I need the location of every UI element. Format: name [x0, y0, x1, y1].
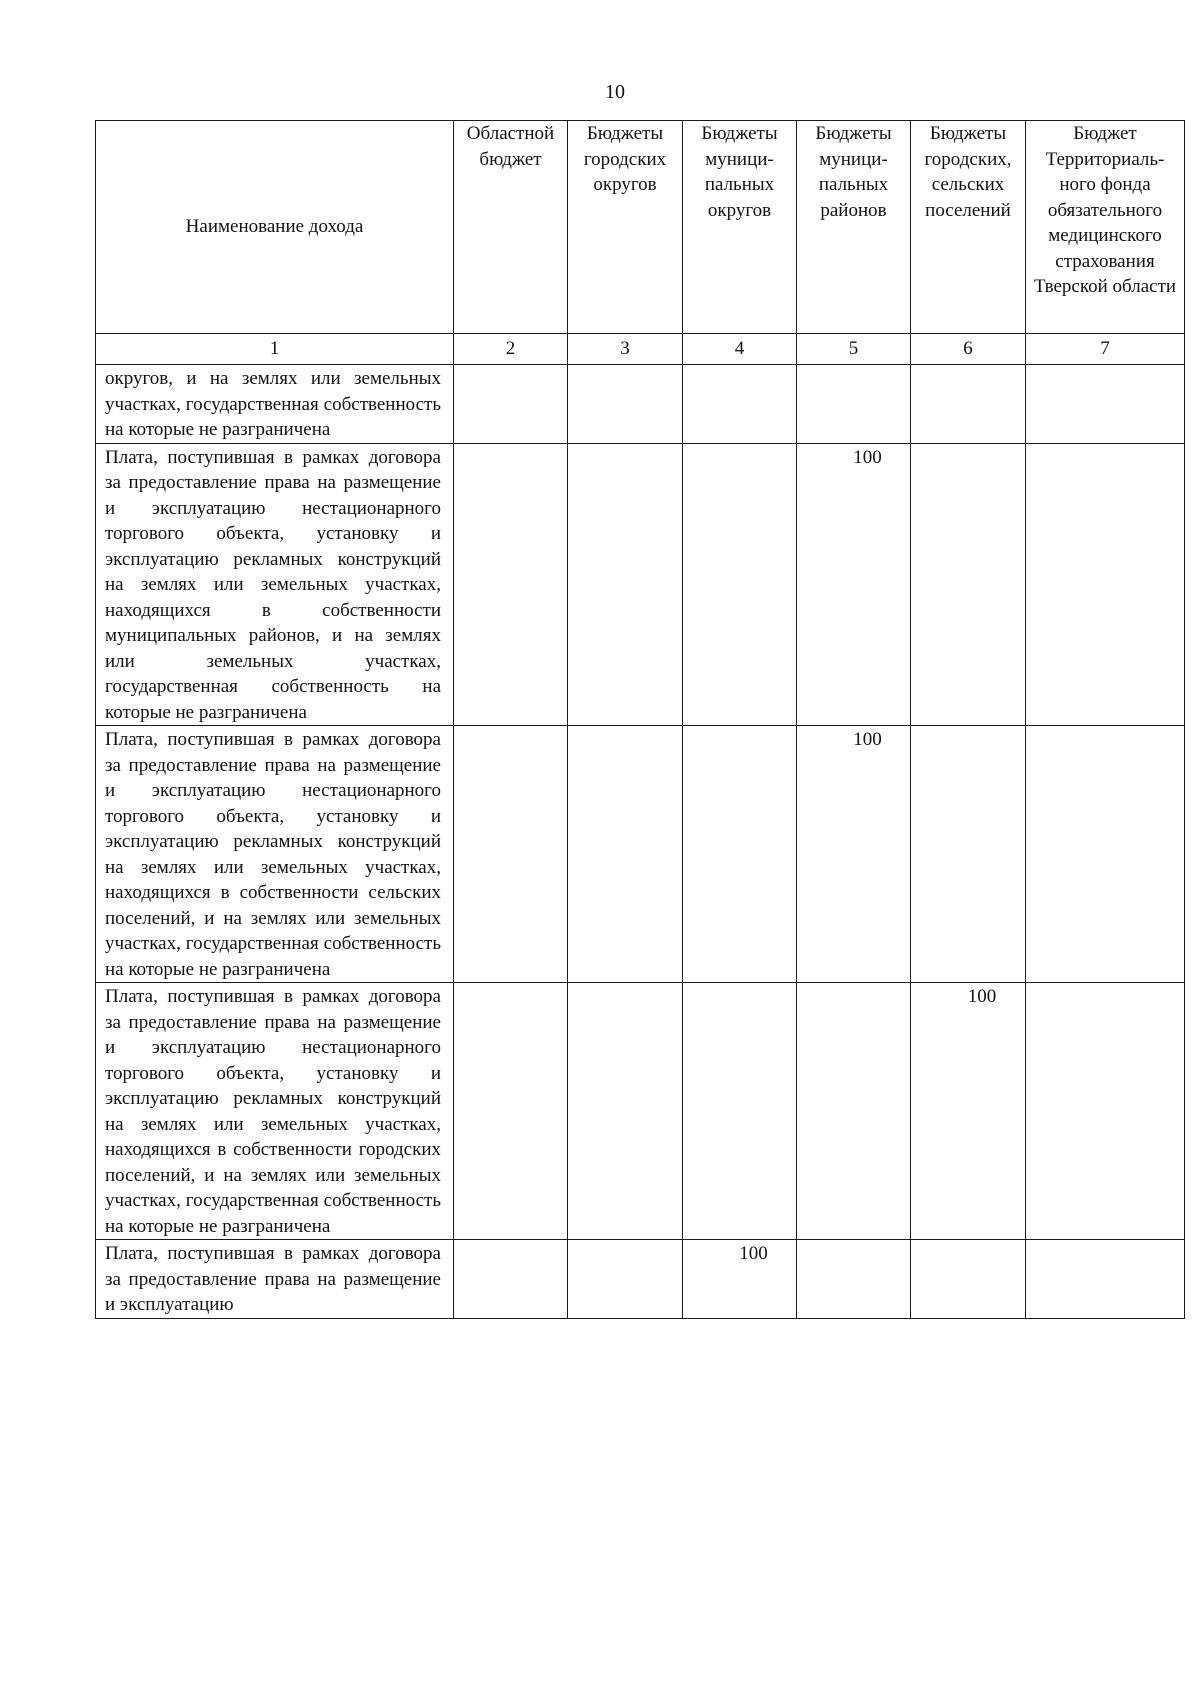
column-number: 5: [797, 334, 911, 365]
table-row: [96, 1240, 1185, 1319]
value-cell: [683, 983, 797, 1240]
value-cell: [568, 443, 683, 726]
value-cell: [454, 983, 568, 1240]
value-cell: [568, 983, 683, 1240]
header-settlements-budgets: Бюджеты городских, сельских поселений: [911, 121, 1026, 334]
value-cell: [683, 365, 797, 444]
page-number: 10: [605, 81, 625, 103]
value-cell: [454, 726, 568, 983]
value-cell: [683, 726, 797, 983]
value-cell: [911, 443, 1026, 726]
column-number: 7: [1026, 334, 1185, 365]
value-cell: [1026, 726, 1185, 983]
income-name-cell: округов, и на землях или земельных участках, государственная собственность на которые не разграничена: [96, 365, 454, 444]
column-number: 4: [683, 334, 797, 365]
value-cell: [911, 365, 1026, 444]
value-cell: 100: [797, 443, 911, 726]
value-cell: [797, 365, 911, 444]
table-row: [96, 983, 1185, 1240]
value-cell: [797, 983, 911, 1240]
table-row: [96, 365, 1185, 444]
table-row: [96, 443, 1185, 726]
header-medical-insurance-fund-budget: Бюджет Территориаль-ного фонда обязательного медицинского страхования Тверской области: [1026, 121, 1185, 334]
value-cell: [454, 365, 568, 444]
table-row: [96, 726, 1185, 983]
value-cell: [1026, 1240, 1185, 1319]
income-name-cell: Плата, поступившая в рамках договора за предоставление права на размещение и эксплуатацию нестационарного торгового объекта, установку и эксплуатацию рекламных конструкций на землях или земельных участках, находящихся в собственности сельских поселений, и на землях или земельных участках, государственная собственность на которые не разграничена: [96, 726, 454, 983]
value-cell: [454, 443, 568, 726]
header-regional-budget: Областной бюджет: [454, 121, 568, 334]
column-number: 2: [454, 334, 568, 365]
header-income-name: Наименование дохода: [96, 121, 454, 334]
value-cell: 100: [683, 1240, 797, 1319]
value-cell: [1026, 983, 1185, 1240]
value-cell: [797, 1240, 911, 1319]
income-name-cell: Плата, поступившая в рамках договора за предоставление права на размещение и эксплуатацию нестационарного торгового объекта, установку и эксплуатацию рекламных конструкций на землях или земельных участках, находящихся в собственности городских поселений, и на землях или земельных участках, государственная собственность на которые не разграничена: [96, 983, 454, 1240]
value-cell: [568, 365, 683, 444]
value-cell: 100: [911, 983, 1026, 1240]
value-cell: [683, 443, 797, 726]
value-cell: [568, 1240, 683, 1319]
header-municipal-regions-budgets: Бюджеты муници-пальных районов: [797, 121, 911, 334]
header-row: [96, 121, 1185, 334]
income-distribution-table: [95, 120, 1185, 1319]
header-city-districts-budgets: Бюджеты городских округов: [568, 121, 683, 334]
value-cell: [1026, 365, 1185, 444]
column-number: 1: [96, 334, 454, 365]
income-name-cell: Плата, поступившая в рамках договора за предоставление права на размещение и эксплуатацию: [96, 1240, 454, 1319]
income-name-cell: Плата, поступившая в рамках договора за предоставление права на размещение и эксплуатацию нестационарного торгового объекта, установку и эксплуатацию рекламных конструкций на землях или земельных участках, находящихся в собственности муниципальных районов, и на землях или земельных участках, государственная собственность на которые не разграничена: [96, 443, 454, 726]
value-cell: [911, 1240, 1026, 1319]
value-cell: [454, 1240, 568, 1319]
column-number: 3: [568, 334, 683, 365]
header-municipal-districts-budgets: Бюджеты муници-пальных округов: [683, 121, 797, 334]
value-cell: [568, 726, 683, 983]
column-number-row: [96, 334, 1185, 365]
column-number: 6: [911, 334, 1026, 365]
value-cell: [911, 726, 1026, 983]
value-cell: 100: [797, 726, 911, 983]
value-cell: [1026, 443, 1185, 726]
